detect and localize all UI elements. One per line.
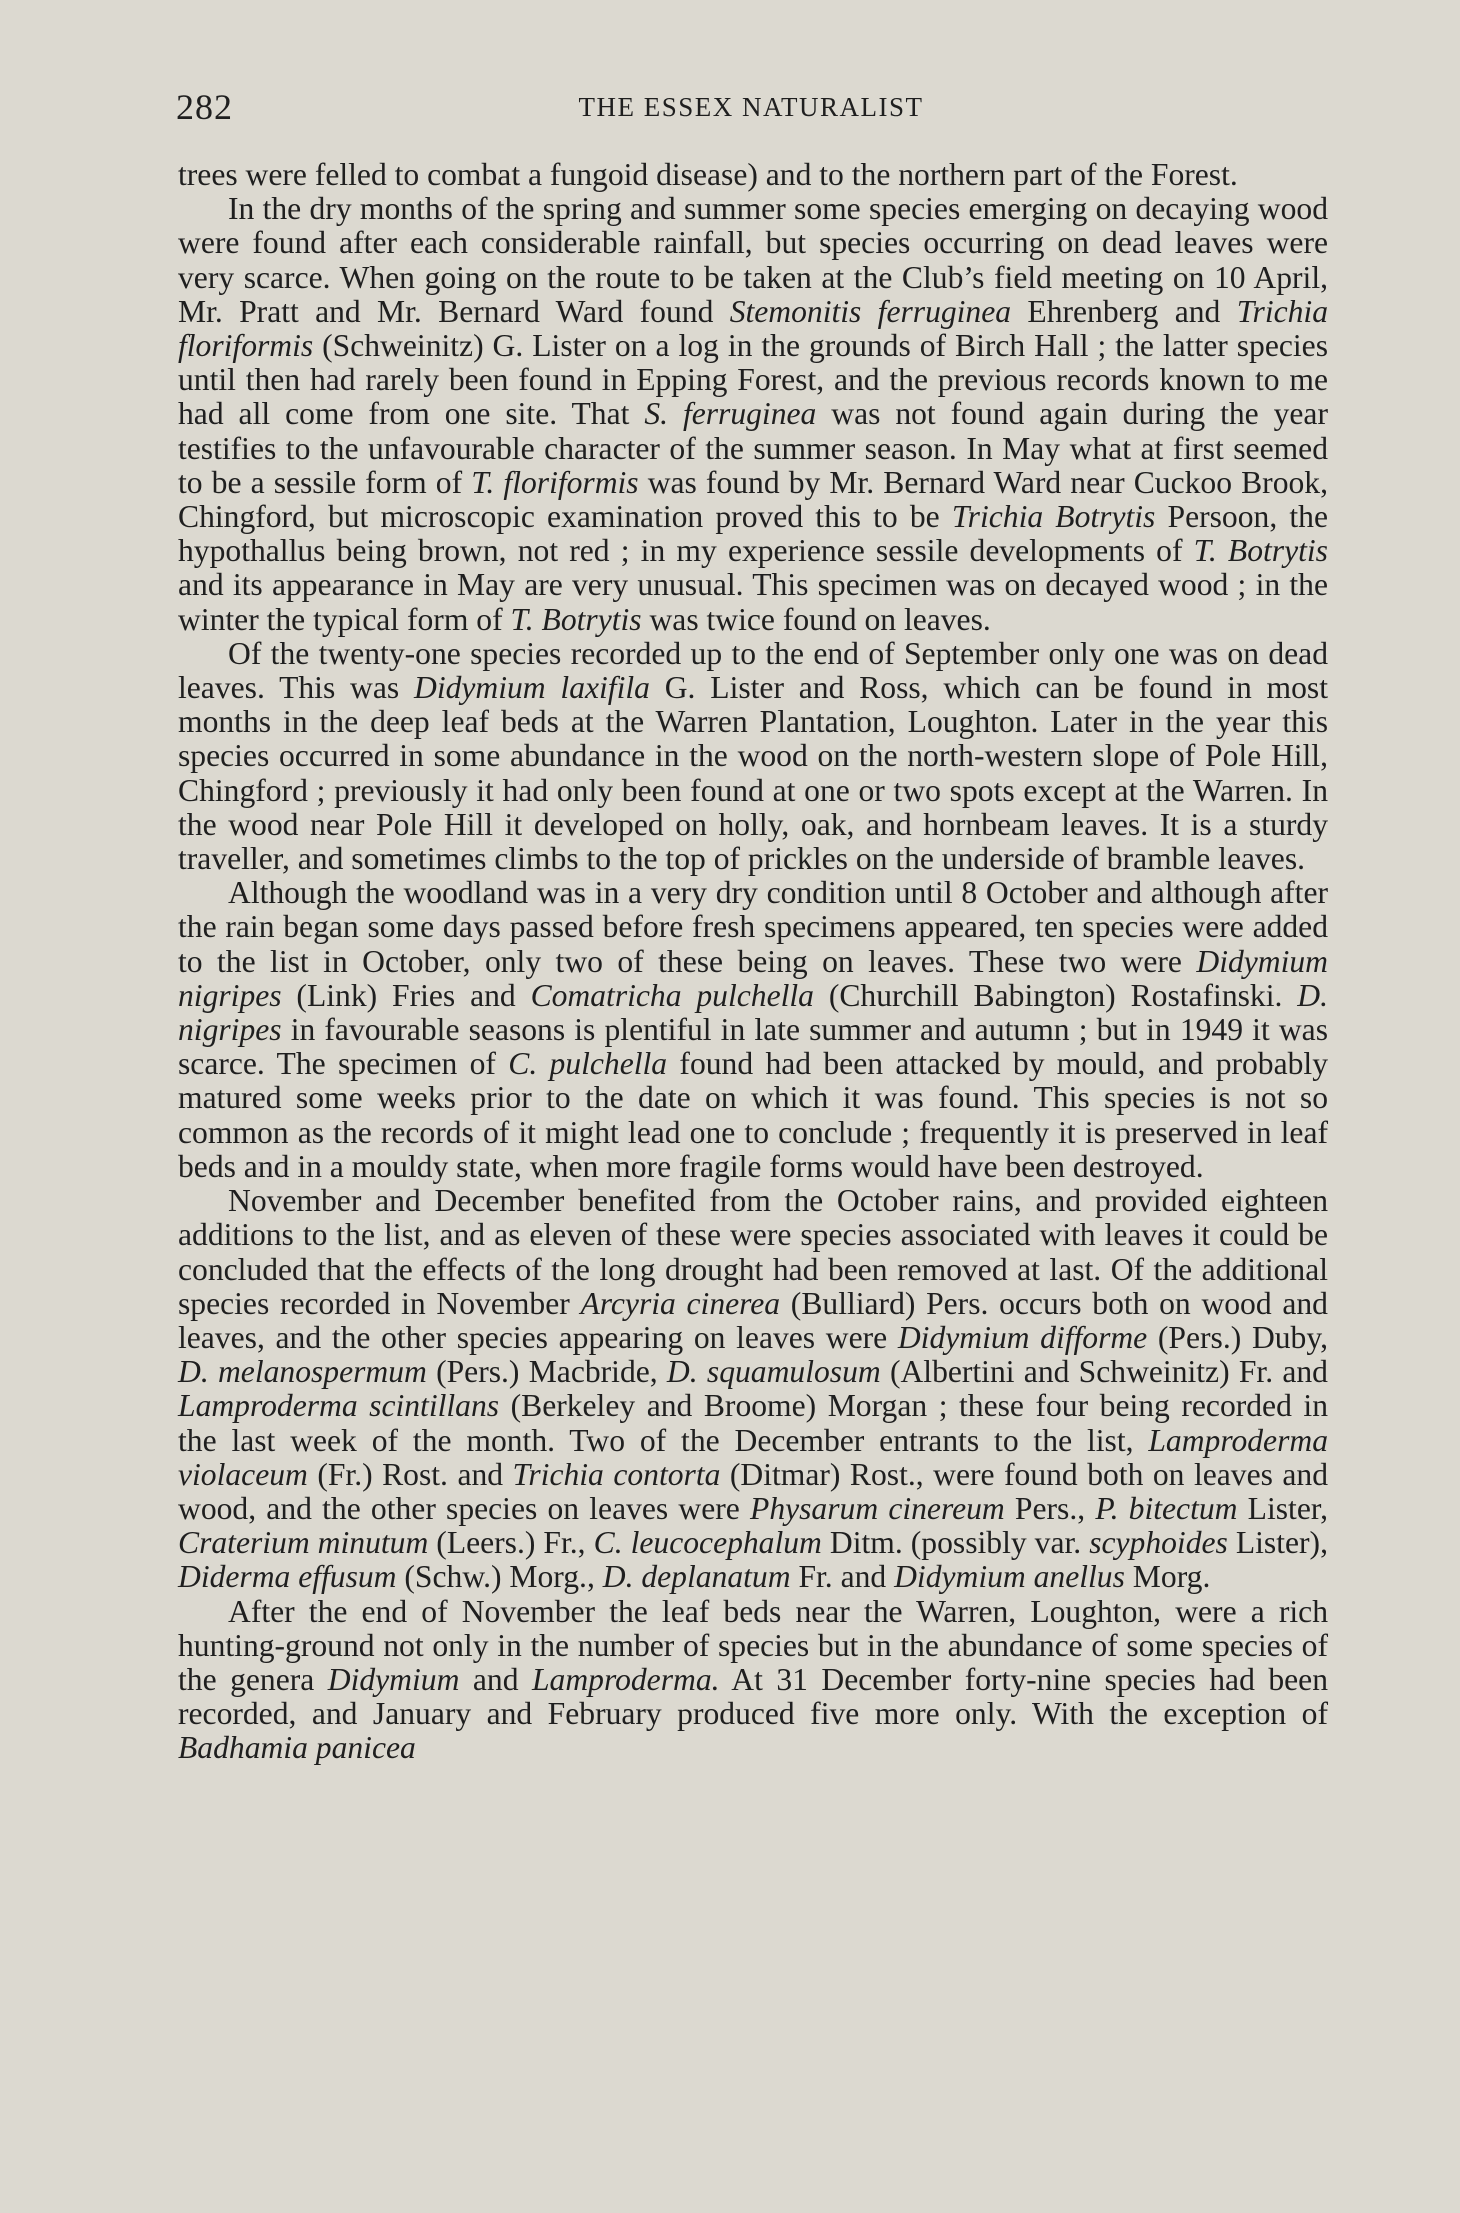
text-run: (Leers.) Fr., [428, 1525, 594, 1561]
text-run: After the end of November the leaf beds near the Warren, Loughton, were a rich hunting-ground not only in the number of species but in the abundance of some species of the genera [178, 1593, 1328, 1697]
paragraph [178, 158, 1328, 192]
species-name: P. bitectum [1095, 1490, 1238, 1526]
species-name: Arcyria cinerea [580, 1285, 781, 1321]
species-name: Craterium minutum [178, 1525, 429, 1561]
page-header [176, 86, 1326, 136]
species-name: Didymium nigripes [178, 943, 1328, 1013]
species-name: D. melanospermum [178, 1354, 427, 1390]
text-run: trees were felled to combat a fungoid disease) and to the northern part of the Forest. [178, 157, 1238, 192]
text-run: Lister, [1237, 1490, 1328, 1526]
species-name: Lamproderma scintillans [178, 1388, 500, 1424]
species-name: Trichia contorta [512, 1456, 721, 1492]
text-run: and its appearance in May are very unusual. This specimen was on decayed wood ; in the winter the typical form of [178, 567, 1328, 637]
paragraph [178, 192, 1328, 637]
species-name: D. deplanatum [602, 1559, 791, 1595]
text-run: Pers., [1004, 1490, 1096, 1526]
text-run: Persoon, the hypothallus being brown, not red ; in my experience sessile developments of [178, 499, 1328, 569]
text-run: (Pers.) Duby, [1147, 1319, 1328, 1355]
text-run: (Churchill Babington) Rostafinski. [813, 977, 1298, 1013]
text-run: (Schweinitz) G. Lister on a log in the grounds of Birch Hall ; the latter species until then had rarely been found in Epping Forest, and the previous records known to me had all come from one site. That [178, 328, 1328, 432]
text-run: and [459, 1661, 532, 1697]
species-name: Diderma effusum [178, 1559, 397, 1595]
paragraph [178, 876, 1328, 1184]
paragraph [178, 637, 1328, 876]
text-run: Morg. [1124, 1559, 1211, 1595]
text-run: (Schw.) Morg., [396, 1559, 603, 1595]
text-run: found had been attacked by mould, and probably matured some weeks prior to the date on which it was found. This species is not so common as the records of it might lead one to conclude ; frequently it is preserved in leaf beds and in a mouldy state, when more fragile forms would have been destroyed. [178, 1046, 1328, 1184]
species-name: C. leucocephalum [593, 1525, 822, 1561]
text-run: (Bulliard) Pers. occurs both on wood and leaves, and the other species appearing on leaves were [178, 1285, 1328, 1355]
species-name: scyphoides [1089, 1525, 1228, 1561]
text-run: Ditm. (possibly var. [821, 1525, 1090, 1561]
species-name: D. nigripes [178, 977, 1328, 1048]
text-run: (Fr.) Rost. and [307, 1456, 513, 1492]
species-name: Didymium [327, 1661, 460, 1697]
paragraph [178, 1184, 1328, 1594]
species-name: C. pulchella [508, 1046, 668, 1082]
species-name: S. ferruginea [644, 396, 817, 432]
text-run: Although the woodland was in a very dry condition until 8 October and although after the rain began some days passed before fresh specimens appeared, ten species were added to the list in October, only two of these being on leaves. These two were [178, 875, 1328, 979]
species-name: Badhamia panicea [178, 1730, 416, 1766]
species-name: Didymium anellus [894, 1559, 1125, 1595]
text-run: (Pers.) Macbride, [426, 1354, 667, 1390]
text-run: (Berkeley and Broome) Morgan ; these four being recorded in the last week of the month. Two of the December entrants to the list, [178, 1388, 1328, 1458]
text-run: Lister), [1227, 1525, 1328, 1561]
species-name: Lamproderma violaceum [178, 1422, 1328, 1492]
species-name: Comatricha pulchella [530, 977, 814, 1013]
text-run: (Albertini and Schweinitz) Fr. and [880, 1354, 1328, 1390]
species-name: Didymium difforme [897, 1319, 1148, 1355]
species-name: Stemonitis ferruginea [729, 293, 1012, 329]
text-run: (Ditmar) Rost., were found both on leaves and wood, and the other species on leaves were [178, 1456, 1328, 1526]
article-body [178, 158, 1328, 1766]
text-run: in favourable seasons is plentiful in late summer and autumn ; but in 1949 it was scarce. The specimen of [178, 1012, 1328, 1082]
text-run: G. Lister and Ross, which can be found in most months in the deep leaf beds at the Warren Plantation, Loughton. Later in the year this species occurred in some abundance in the wood on the north-western slope of Pole Hill, Chingford ; previously it had only been found at one or two spots except at the Warren. In the wood near Pole Hill it developed on holly, oak, and hornbeam leaves. It is a sturdy traveller, and sometimes climbs to the top of prickles on the underside of bramble leaves. [178, 670, 1328, 877]
species-name: Didymium laxifila [414, 670, 650, 706]
text-run: (Link) Fries and [281, 977, 531, 1013]
species-name: Trichia Botrytis [951, 499, 1156, 535]
text-run: was found by Mr. Bernard Ward near Cuckoo Brook, Chingford, but microscopic examination proved this to be [178, 464, 1328, 535]
species-name: T. floriformis [471, 464, 639, 500]
text-run: In the dry months of the spring and summer some species emerging on decaying wood were found after each considerable rainfall, but species occurring on dead leaves were very scarce. When going on the route to be taken at the Club’s field meeting on 10 April, Mr. Pratt and Mr. Bernard Ward found [178, 191, 1328, 329]
text-run: November and December benefited from the October rains, and provided eighteen additions to the list, and as eleven of these were species associated with leaves it could be concluded that the effects of the long drought had been removed at last. Of the additional species recorded in November [178, 1183, 1328, 1321]
text-run: Of the twenty-one species recorded up to the end of September only one was on dead leaves. This was [178, 635, 1328, 706]
species-name: Physarum cinereum [750, 1490, 1005, 1526]
species-name: D. squamulosum [666, 1354, 881, 1390]
text-run: was twice found on leaves. [641, 601, 991, 637]
species-name: Trichia floriformis [178, 293, 1328, 364]
species-name: T. Botrytis [1193, 533, 1328, 569]
species-name: Lamproderma. [531, 1661, 720, 1697]
running-title: THE ESSEX NATURALIST [578, 92, 924, 122]
text-run: Ehrenberg and [1011, 293, 1237, 329]
paragraph [178, 1595, 1328, 1766]
text-run: At 31 December forty-nine species had been recorded, and January and February produced five more only. With the exception of [178, 1661, 1328, 1732]
species-name: T. Botrytis [510, 601, 642, 637]
page-number: 282 [176, 87, 233, 127]
text-run: Fr. and [790, 1559, 895, 1595]
text-run: was not found again during the year testifies to the unfavourable character of the summer season. In May what at first seemed to be a sessile form of [178, 396, 1328, 500]
